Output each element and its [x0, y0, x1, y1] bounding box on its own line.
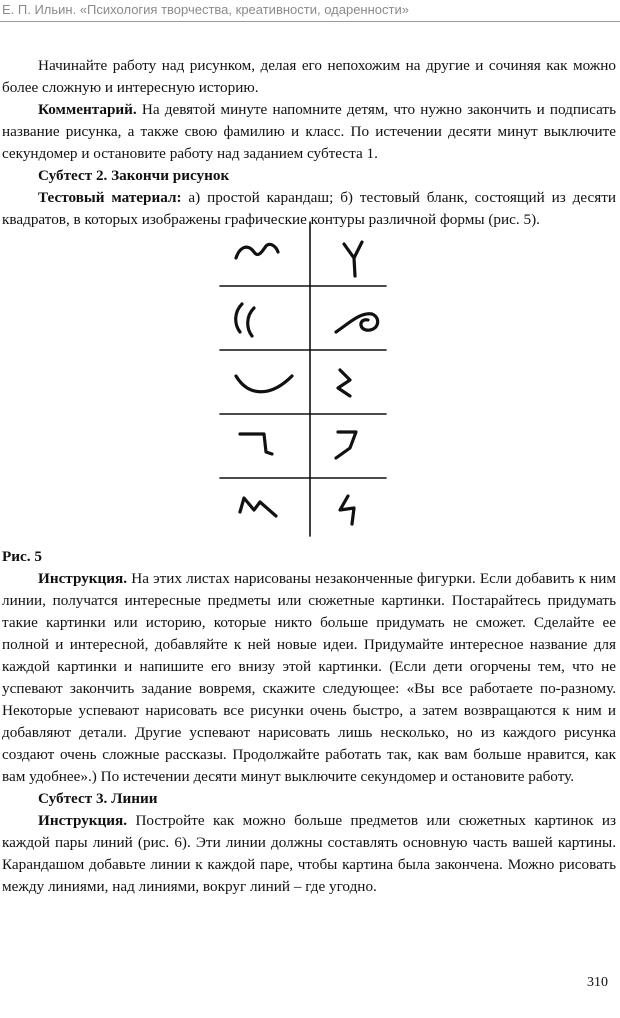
- paragraph-intro: Начинайте работу над рисунком, делая его непохожим на другие и сочиняя как можно более сложную и интересную историю.: [2, 57, 616, 96]
- page-number: 310: [587, 975, 608, 990]
- figure-5-incomplete-shapes: [218, 220, 388, 538]
- text-block-bottom: [2, 546, 616, 898]
- comment-lead: Комментарий.: [38, 101, 137, 118]
- text-block-top: [2, 55, 616, 231]
- shape-double-parenthesis: [236, 304, 254, 336]
- subtest-3-title: Субтест 3. Линии: [38, 790, 158, 807]
- shape-zigzag: [338, 370, 350, 396]
- test-material-text: а) простой карандаш; б) тестовый бланк, состоящий из десяти квадратов, в которых изображены графические контуры различной формы (рис. 5).: [2, 189, 617, 228]
- shape-wave: [236, 244, 278, 258]
- figure-caption: Рис. 5: [2, 548, 42, 565]
- test-material-lead: Тестовый материал:: [38, 189, 182, 206]
- shape-seven-hook: [336, 432, 356, 458]
- shape-y-fork: [344, 242, 362, 276]
- instruction-2-lead: Инструкция.: [38, 812, 128, 829]
- paragraph-comment: [2, 99, 616, 165]
- shape-lightning: [340, 496, 354, 524]
- running-header: [0, 0, 620, 22]
- instruction-1-text: На этих листах нарисованы незаконченные фигурки. Если добавить к ним линии, получатся интересные предметы или сюжетные картинки. Постарайтесь придумать такие картинки или историю, которые никто больше придумать не сможет. Сделайте ее полной и интересной, добавляйте к ней новые идеи. Придумайте интересное название для каждой картинки и напишите его внизу этой картинки. (Если дети огорчены тем, что не успевают закончить задание вовремя, скажите следующее: «Вы все работаете по-разному. Некоторые успевают нарисовать все рисунки очень быстро, а затем возвращаются к ним и добавляют детали. Другие успевают нарисовать лишь несколько, но из каждого рисунка создают очень сложные рассказы. Продолжайте работать так, как вам больше нравится, как вам удобнее».) По истечении десяти минут выключите секундомер и остановите работу.: [2, 570, 616, 785]
- instruction-1-lead: Инструкция.: [38, 570, 128, 587]
- running-title: Е. П. Ильин. «Психология творчества, креативности, одаренности»: [2, 2, 409, 17]
- shape-jagged-line: [240, 498, 276, 516]
- shape-hook: [240, 434, 272, 454]
- paragraph-instruction-1: [2, 568, 616, 788]
- subtest-2-title: Субтест 2. Закончи рисунок: [38, 167, 230, 184]
- shape-bowl-curve: [236, 376, 292, 392]
- paragraph-instruction-2: [2, 810, 616, 898]
- shape-spiral: [336, 314, 378, 332]
- comment-text: На девятой минуте напомните детям, что нужно закончить и подписать название рисунка, а также свою фамилию и класс. По истечении десяти минут выключите секундомер и остановите работу над заданием субтеста 1.: [2, 101, 616, 162]
- instruction-2-text: Постройте как можно больше предметов или сюжетных картинок из каждой пары линий (рис. 6). Эти линии должны составлять основную часть вашей картины. Карандашом добавьте линии к каждой паре, чтобы картина была закончена. Можно рисовать между линиями, над линиями, вокруг линий – где угодно.: [2, 812, 616, 895]
